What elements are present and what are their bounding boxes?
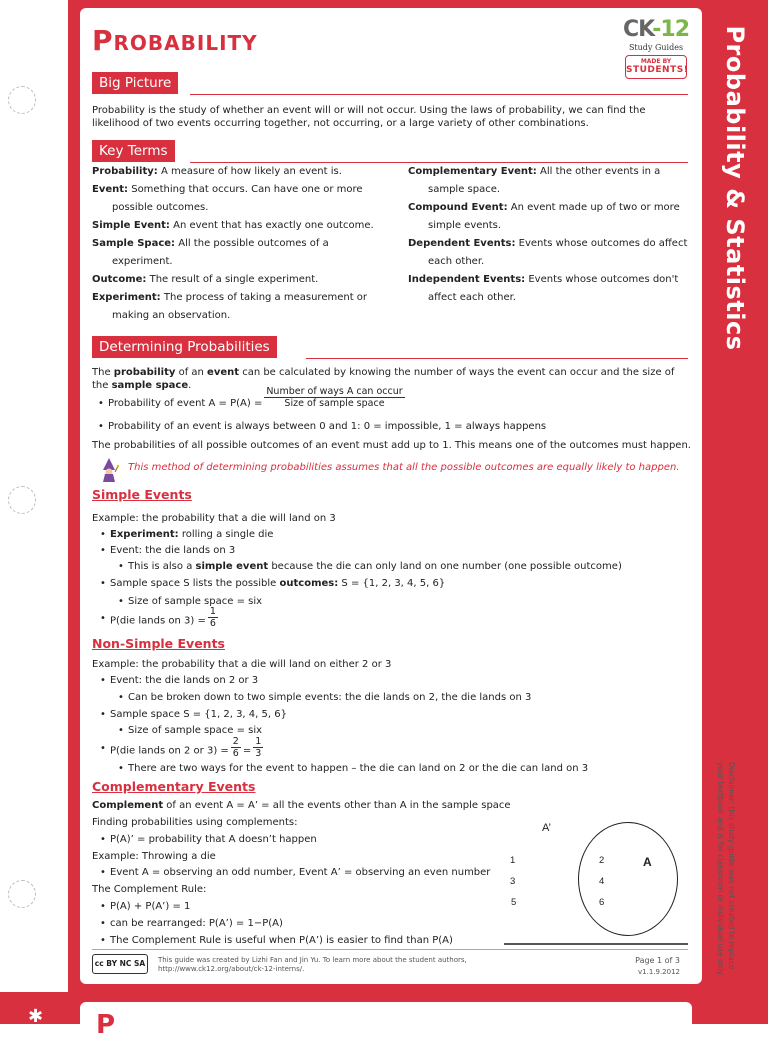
finding-complements: Finding probabilities using complements: <box>92 817 298 828</box>
sum-text: The probabilities of all possible outcomes of an event must add up to 1. This means one of the outcomes must happen. <box>92 440 691 451</box>
venn-inner-label: A <box>643 855 652 869</box>
key-term: Outcome: The result of a single experiment. <box>92 274 319 285</box>
list-item: • Probability of event A = P(A) = $\frac{\text{Number of ways A can occur}}{\text{Size of sample space}}$ <box>108 397 407 410</box>
venn-inner-number: 2 <box>599 855 605 866</box>
list-item: • Sample space S lists the possible outcomes: S = {1, 2, 3, 4, 5, 6} <box>110 577 445 590</box>
list-item: • The Complement Rule is useful when P(A’) is easier to find than P(A) <box>110 934 453 947</box>
venn-outer-label: A’ <box>542 822 551 834</box>
heading-rule <box>306 358 688 359</box>
key-term: Event: Something that occurs. Can have one or more possible outcomes. <box>92 184 363 213</box>
binder-hole <box>8 880 36 908</box>
creative-commons-badge: cc BY NC SA <box>92 954 148 974</box>
section-side-tab <box>702 0 768 376</box>
next-page-title-letter: P <box>96 1010 116 1040</box>
page-number: Page 1 of 3 <box>635 956 680 965</box>
list-item: • P(A)’ = probability that A doesn’t happen <box>110 833 317 846</box>
non-simple-events-heading: Non-Simple Events <box>92 636 225 651</box>
list-item: • Experiment: rolling a single die <box>110 528 273 541</box>
list-item: • Event A = observing an odd number, Event A’ = observing an even number <box>110 866 490 879</box>
key-term: Sample Space: All the possible outcomes of a experiment. <box>92 238 329 267</box>
binder-hole <box>8 486 36 514</box>
key-term: Experiment: The process of taking a measurement or making an observation. <box>92 292 368 321</box>
list-item: • Sample space S = {1, 2, 3, 4, 5, 6} <box>110 708 287 721</box>
venn-inner-number: 6 <box>599 897 605 908</box>
big-picture-text: Probability is the study of whether an event will or will not occur. Using the laws of probability, we can find the likelihood of two events occurring together, not occurring, or a large variety of other combinations. <box>92 105 646 129</box>
venn-outer-number: 1 <box>510 855 516 866</box>
simple-example: Example: the probability that a die will land on 3 <box>92 513 336 524</box>
list-item: • Size of sample space = six <box>128 724 262 737</box>
key-term: Simple Event: An event that has exactly one outcome. <box>92 220 374 231</box>
determining-heading: Determining Probabilities <box>92 336 277 358</box>
footer-credit: This guide was created by Lizhi Fan and Jin Yu. To learn more about the student authors, http://www.ck12.org/about/ck-12-interns/. <box>158 956 467 973</box>
venn-outer-number: 5 <box>511 897 517 908</box>
heading-rule <box>190 94 688 95</box>
corner-star-icon: ✱ <box>28 1006 44 1027</box>
made-by-text: MADE BY <box>640 58 672 65</box>
list-item: • Can be broken down to two simple events: the die lands on 2, the die lands on 3 <box>128 691 531 704</box>
key-term: Complementary Event: All the other events in a sample space. <box>408 166 661 195</box>
key-terms-left <box>92 163 374 325</box>
venn-outer-number: 3 <box>510 876 516 887</box>
complementary-events-heading: Complementary Events <box>92 779 256 794</box>
binder-hole <box>8 86 36 114</box>
key-term: Independent Events: Events whose outcomes don't affect each other. <box>408 274 679 303</box>
determining-intro: The probability of an event can be calculated by knowing the number of ways the event can occur and the size of the sample space. <box>92 367 675 391</box>
wizard-icon <box>100 458 118 482</box>
page-title: Probability <box>92 24 258 57</box>
list-item: • This is also a simple event because the die can only land on one number (one possible outcome) <box>128 560 622 573</box>
diagram-rule <box>504 943 688 945</box>
logo-study-guides: Study Guides <box>628 43 684 52</box>
made-by-students-badge <box>625 55 687 79</box>
students-text: STUDENTS! <box>626 65 689 75</box>
disclaimer: Disclaimer: this study guide was not created to replace your textbook and is for classroom or individual use only. <box>716 762 736 977</box>
list-item: • Probability of an event is always between 0 and 1: 0 = impossible, 1 = always happens <box>108 420 546 433</box>
assumption-note: This method of determining probabilities assumes that all the possible outcomes are equally likely to happen. <box>128 462 680 473</box>
version: v1.1.9.2012 <box>638 968 680 976</box>
throwing-example: Example: Throwing a die <box>92 851 216 862</box>
key-terms-right <box>408 163 690 307</box>
list-item: • can be rearranged: P(A’) = 1−P(A) <box>110 917 283 930</box>
list-item: • P(A) + P(A’) = 1 <box>110 900 190 913</box>
list-item: • Event: the die lands on 3 <box>110 544 235 557</box>
logo-ck: CK <box>622 17 653 42</box>
side-title: Probability & Statistics <box>721 25 749 351</box>
key-term: Compound Event: An event made up of two or more simple events. <box>408 202 680 231</box>
non-simple-example: Example: the probability that a die will land on either 2 or 3 <box>92 659 392 670</box>
footer-rule <box>92 949 688 950</box>
complement-rule-title: The Complement Rule: <box>92 884 207 895</box>
simple-events-heading: Simple Events <box>92 487 192 502</box>
list-item: • Size of sample space = six <box>128 595 262 608</box>
key-terms-heading: Key Terms <box>92 140 175 162</box>
logo-num: -12 <box>652 17 690 42</box>
list-item: • Event: the die lands on 2 or 3 <box>110 674 258 687</box>
big-picture-heading: Big Picture <box>92 72 178 94</box>
list-item: • P(die lands on 3) = $\frac{1}{6}$ <box>110 612 220 629</box>
key-term: Probability: A measure of how likely an event is. <box>92 166 342 177</box>
ck12-logo <box>622 18 690 79</box>
next-page-preview <box>80 1002 692 1032</box>
list-item: • There are two ways for the event to happen – the die can land on 2 or the die can land on 3 <box>128 762 588 775</box>
list-item: • P(die lands on 2 or 3) = $\frac{2}{6}$ = $\frac{1}{3}$ <box>110 742 265 759</box>
venn-circle-a <box>578 822 678 936</box>
venn-inner-number: 4 <box>599 876 605 887</box>
key-term: Dependent Events: Events whose outcomes do affect each other. <box>408 238 688 267</box>
complement-definition: Complement of an event A = A’ = all the events other than A in the sample space <box>92 800 511 811</box>
